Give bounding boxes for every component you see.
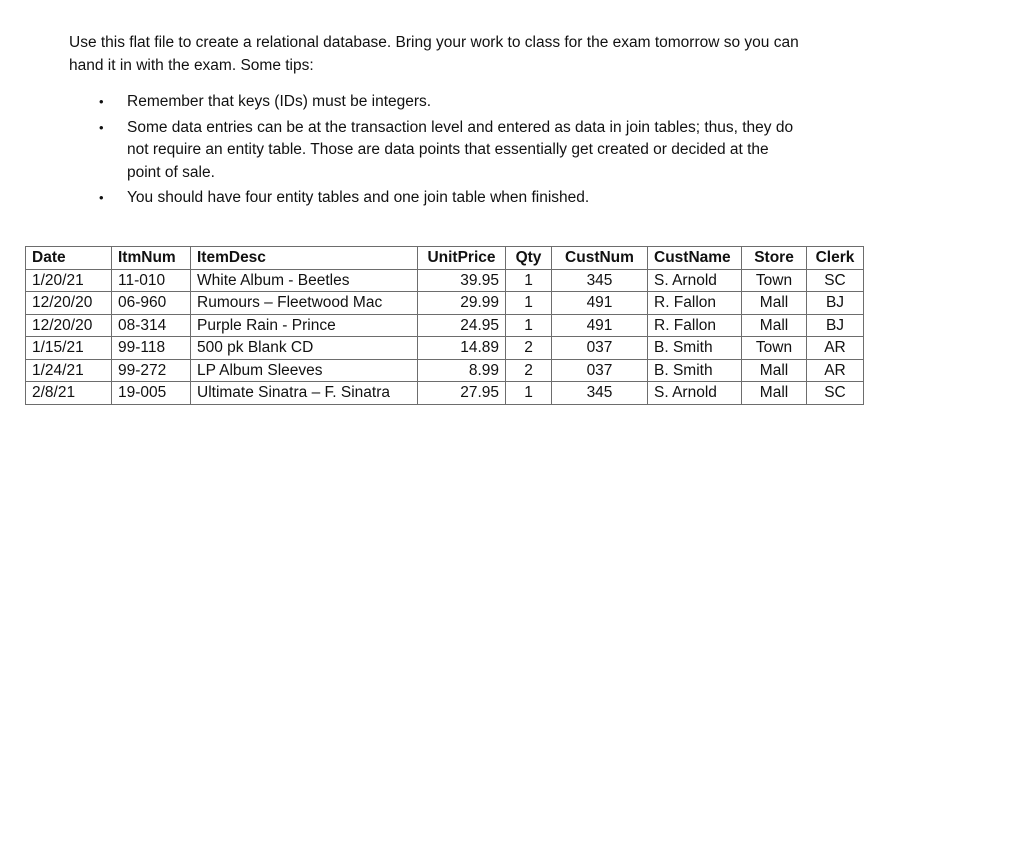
table-row <box>26 292 864 315</box>
header-unitprice: UnitPrice <box>418 247 506 270</box>
cell-clerk: AR <box>807 359 864 382</box>
header-itemdesc: ItemDesc <box>191 247 418 270</box>
cell-clerk: SC <box>807 382 864 405</box>
header-custnum: CustNum <box>552 247 648 270</box>
table-row <box>26 269 864 292</box>
cell-date: 1/20/21 <box>26 269 112 292</box>
intro-paragraph: Use this flat file to create a relational database. Bring your work to class for the exam tomorrow so you can hand it in with the exam. Some tips: <box>69 34 799 74</box>
cell-itmnum: 11-010 <box>112 269 191 292</box>
cell-itemdesc: White Album - Beetles <box>191 269 418 292</box>
cell-custnum: 491 <box>552 314 648 337</box>
cell-itemdesc: Purple Rain - Prince <box>191 314 418 337</box>
cell-qty: 1 <box>506 314 552 337</box>
tip-text: Some data entries can be at the transaction level and entered as data in join tables; thus, they do not require an entity table. Those are data points that essentially get created or decided at the point of sale. <box>127 118 794 181</box>
cell-itmnum: 99-118 <box>112 337 191 360</box>
header-clerk: Clerk <box>807 247 864 270</box>
cell-clerk: BJ <box>807 314 864 337</box>
cell-custname: B. Smith <box>648 337 742 360</box>
cell-qty: 1 <box>506 269 552 292</box>
cell-date: 2/8/21 <box>26 382 112 405</box>
cell-date: 1/24/21 <box>26 359 112 382</box>
cell-clerk: AR <box>807 337 864 360</box>
cell-unitprice: 29.99 <box>418 292 506 315</box>
tip-item <box>95 91 795 114</box>
cell-itemdesc: Ultimate Sinatra – F. Sinatra <box>191 382 418 405</box>
cell-store: Mall <box>742 314 807 337</box>
table-row <box>26 382 864 405</box>
bullet-icon: • <box>99 94 104 109</box>
cell-itemdesc: 500 pk Blank CD <box>191 337 418 360</box>
header-itmnum: ItmNum <box>112 247 191 270</box>
cell-date: 12/20/20 <box>26 314 112 337</box>
cell-qty: 2 <box>506 337 552 360</box>
table-header-row <box>26 247 864 270</box>
cell-store: Town <box>742 337 807 360</box>
cell-unitprice: 14.89 <box>418 337 506 360</box>
cell-store: Mall <box>742 359 807 382</box>
header-store: Store <box>742 247 807 270</box>
bullet-icon: • <box>99 190 104 205</box>
cell-unitprice: 24.95 <box>418 314 506 337</box>
table-row <box>26 359 864 382</box>
cell-unitprice: 8.99 <box>418 359 506 382</box>
cell-itmnum: 06-960 <box>112 292 191 315</box>
cell-qty: 1 <box>506 382 552 405</box>
cell-unitprice: 27.95 <box>418 382 506 405</box>
cell-itmnum: 99-272 <box>112 359 191 382</box>
cell-custnum: 037 <box>552 337 648 360</box>
tip-text: You should have four entity tables and one join table when finished. <box>127 189 590 206</box>
cell-custnum: 345 <box>552 269 648 292</box>
cell-custnum: 037 <box>552 359 648 382</box>
cell-itmnum: 08-314 <box>112 314 191 337</box>
cell-qty: 2 <box>506 359 552 382</box>
header-custname: CustName <box>648 247 742 270</box>
cell-custname: B. Smith <box>648 359 742 382</box>
cell-store: Mall <box>742 382 807 405</box>
cell-clerk: SC <box>807 269 864 292</box>
tip-item <box>95 117 795 185</box>
header-qty: Qty <box>506 247 552 270</box>
cell-itmnum: 19-005 <box>112 382 191 405</box>
cell-itemdesc: Rumours – Fleetwood Mac <box>191 292 418 315</box>
cell-date: 1/15/21 <box>26 337 112 360</box>
tip-text: Remember that keys (IDs) must be integers. <box>127 93 432 110</box>
cell-custnum: 345 <box>552 382 648 405</box>
cell-custname: S. Arnold <box>648 382 742 405</box>
tips-list <box>95 91 795 213</box>
cell-qty: 1 <box>506 292 552 315</box>
flat-file-table <box>25 246 864 405</box>
header-date: Date <box>26 247 112 270</box>
cell-store: Mall <box>742 292 807 315</box>
bullet-icon: • <box>99 119 104 135</box>
cell-date: 12/20/20 <box>26 292 112 315</box>
cell-clerk: BJ <box>807 292 864 315</box>
table-row <box>26 314 864 337</box>
cell-custname: R. Fallon <box>648 292 742 315</box>
cell-custname: S. Arnold <box>648 269 742 292</box>
cell-unitprice: 39.95 <box>418 269 506 292</box>
cell-custname: R. Fallon <box>648 314 742 337</box>
tip-item <box>95 187 795 210</box>
cell-itemdesc: LP Album Sleeves <box>191 359 418 382</box>
table-row <box>26 337 864 360</box>
cell-custnum: 491 <box>552 292 648 315</box>
cell-store: Town <box>742 269 807 292</box>
